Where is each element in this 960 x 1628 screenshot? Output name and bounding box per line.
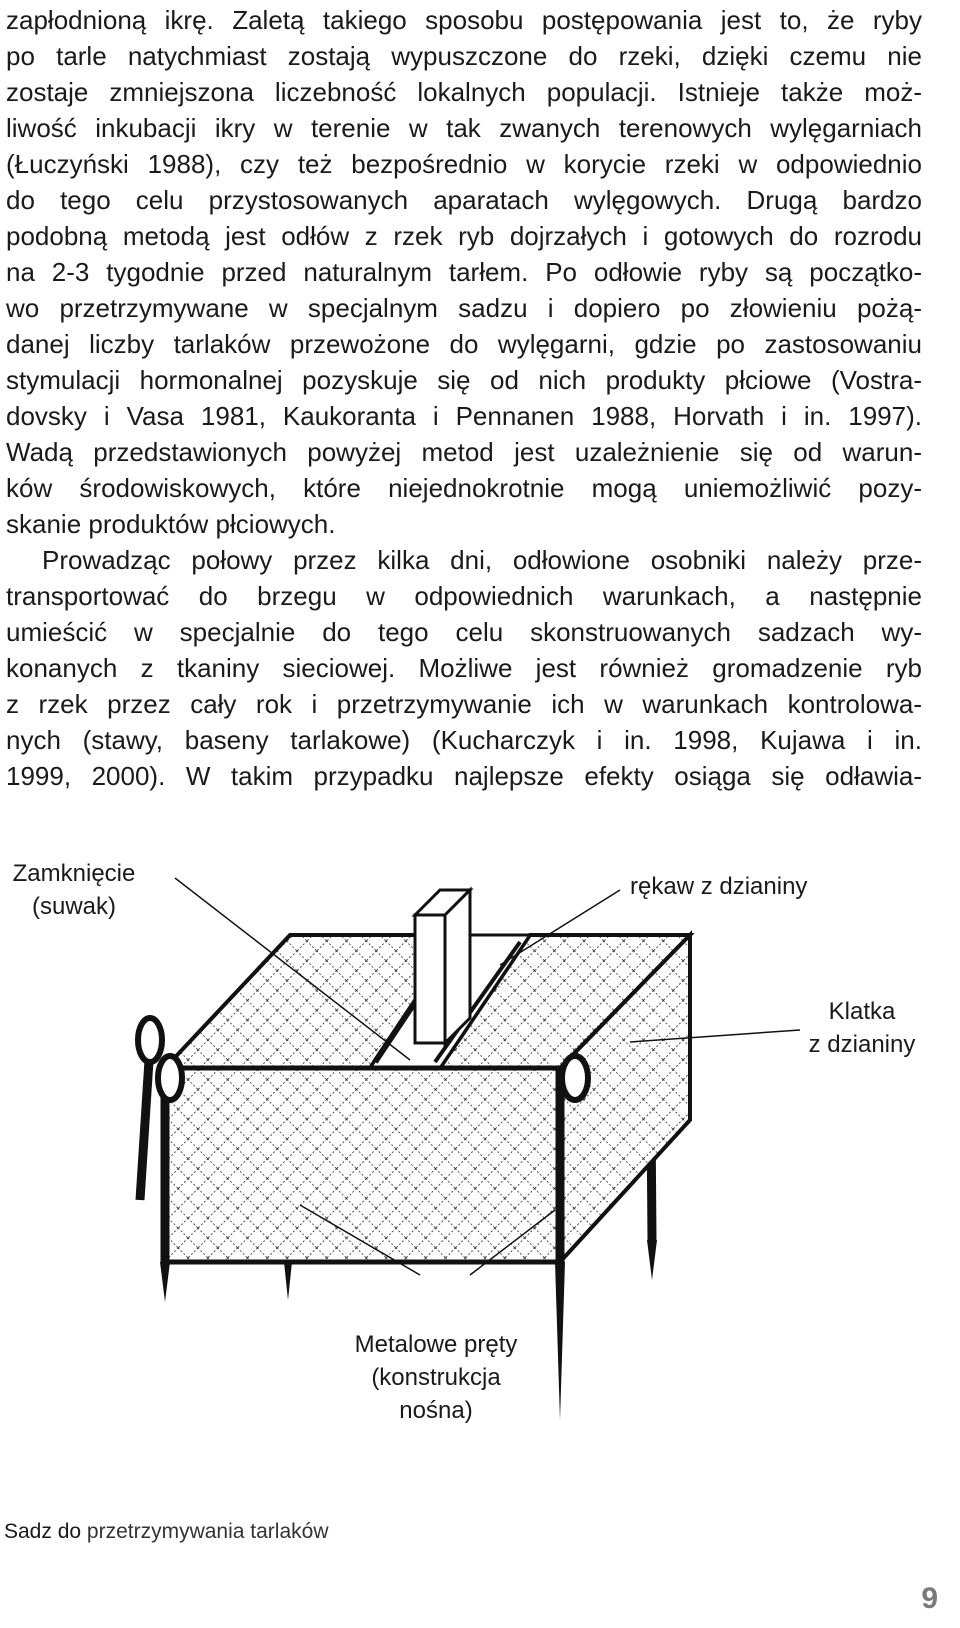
rod-ring (158, 1056, 182, 1100)
cage-figure (0, 840, 960, 1540)
label-line: Zamknięcie (12, 860, 136, 887)
label-line: (konstrukcja (371, 1364, 501, 1391)
caption-lead: Sadz do (4, 1520, 87, 1543)
text-line: (Łuczyński 1988), czy też bezpośrednio w korycie rzeki w odpowiednio (6, 149, 922, 179)
text-line: po tarle natychmiast zostają wypuszczone do rzeki, dzięki czemu nie (6, 41, 922, 71)
label-closure (2, 857, 146, 923)
label-line: rękaw z dzianiny (630, 873, 808, 900)
rod-ring (138, 1018, 162, 1062)
text-line: transportować do brzegu w odpowiednich warunkach, a następnie (6, 581, 922, 611)
text-line: konanych z tkaniny sieciowej. Możliwe jest również gromadzenie ryb (6, 653, 922, 683)
label-rods (340, 1328, 532, 1427)
text-line: 1999, 2000). W takim przypadku najlepsze efekty osiąga się odławia- (6, 761, 922, 791)
text-line: podobną metodą jest odłów z rzek ryb dojrzałych i gotowych do rozrodu (6, 221, 922, 251)
rod (140, 1045, 150, 1200)
text-line: z rzek przez cały rok i przetrzymywanie ich w warunkach kontrolowa- (6, 689, 922, 719)
text-line: Prowadząc połowy przez kilka dni, odłowione osobniki należy prze- (42, 545, 922, 575)
text-line: dovsky i Vasa 1981, Kaukoranta i Pennanen 1988, Horvath i in. 1997). (6, 401, 922, 431)
label-sleeve (630, 870, 807, 903)
page-number: 9 (921, 1582, 938, 1615)
text-line: zapłodnioną ikrę. Zaletą takiego sposobu postępowania jest to, że ryby (6, 5, 922, 35)
text-line: Wadą przedstawionych powyżej metod jest uzależnienie się od warun- (6, 437, 922, 467)
text-line: skanie produktów płciowych. (6, 509, 336, 539)
label-line: (suwak) (31, 893, 116, 920)
text-line: umieścić w specjalnie do tego celu skonstruowanych sadzach wy- (6, 617, 922, 647)
text-line: wo przetrzymywane w specjalnym sadzu i dopiero po złowieniu pożą- (6, 293, 922, 323)
cage-illustration (0, 840, 960, 1540)
label-line: Klatka (828, 998, 896, 1025)
figure-caption (4, 1518, 328, 1546)
rod-spike (555, 1262, 565, 1420)
text-line: na 2-3 tygodnie przed naturalnym tarłem. Po odłowie ryby są początko- (6, 257, 922, 287)
caption-rest: przetrzymywania tarlaków (86, 1520, 329, 1543)
rod-ring (562, 1056, 588, 1100)
label-line: Metalowe pręty (354, 1331, 518, 1358)
sleeve-front (415, 915, 445, 1043)
cage-front (165, 1068, 560, 1262)
text-line: stymulacji hormonalnej pozyskuje się od nich produkty płciowe (Vostra- (6, 365, 922, 395)
rod-spike (284, 1262, 292, 1300)
rod-spike (647, 1240, 657, 1280)
text-line: nych (stawy, baseny tarlakowe) (Kucharczyk i in. 1998, Kujawa i in. (6, 725, 922, 755)
text-line: ków środowiskowych, które niejednokrotnie mogą uniemożliwić pozy- (6, 473, 922, 503)
label-line: nośna) (399, 1397, 473, 1424)
rod-spike (160, 1262, 170, 1302)
label-cage (800, 995, 924, 1061)
sleeve-side (445, 890, 470, 1043)
label-line: z dzianiny (808, 1031, 916, 1058)
text-line: zostaje zmniejszona liczebność lokalnych populacji. Istnieje także moż- (6, 77, 922, 107)
text-line: danej liczby tarlaków przewożone do wylęgarni, gdzie po zastosowaniu (6, 329, 922, 359)
text-line: do tego celu przystosowanych aparatach wylęgowych. Drugą bardzo (6, 185, 922, 215)
text-line: liwość inkubacji ikry w terenie w tak zwanych terenowych wylęgarniach (6, 113, 922, 143)
